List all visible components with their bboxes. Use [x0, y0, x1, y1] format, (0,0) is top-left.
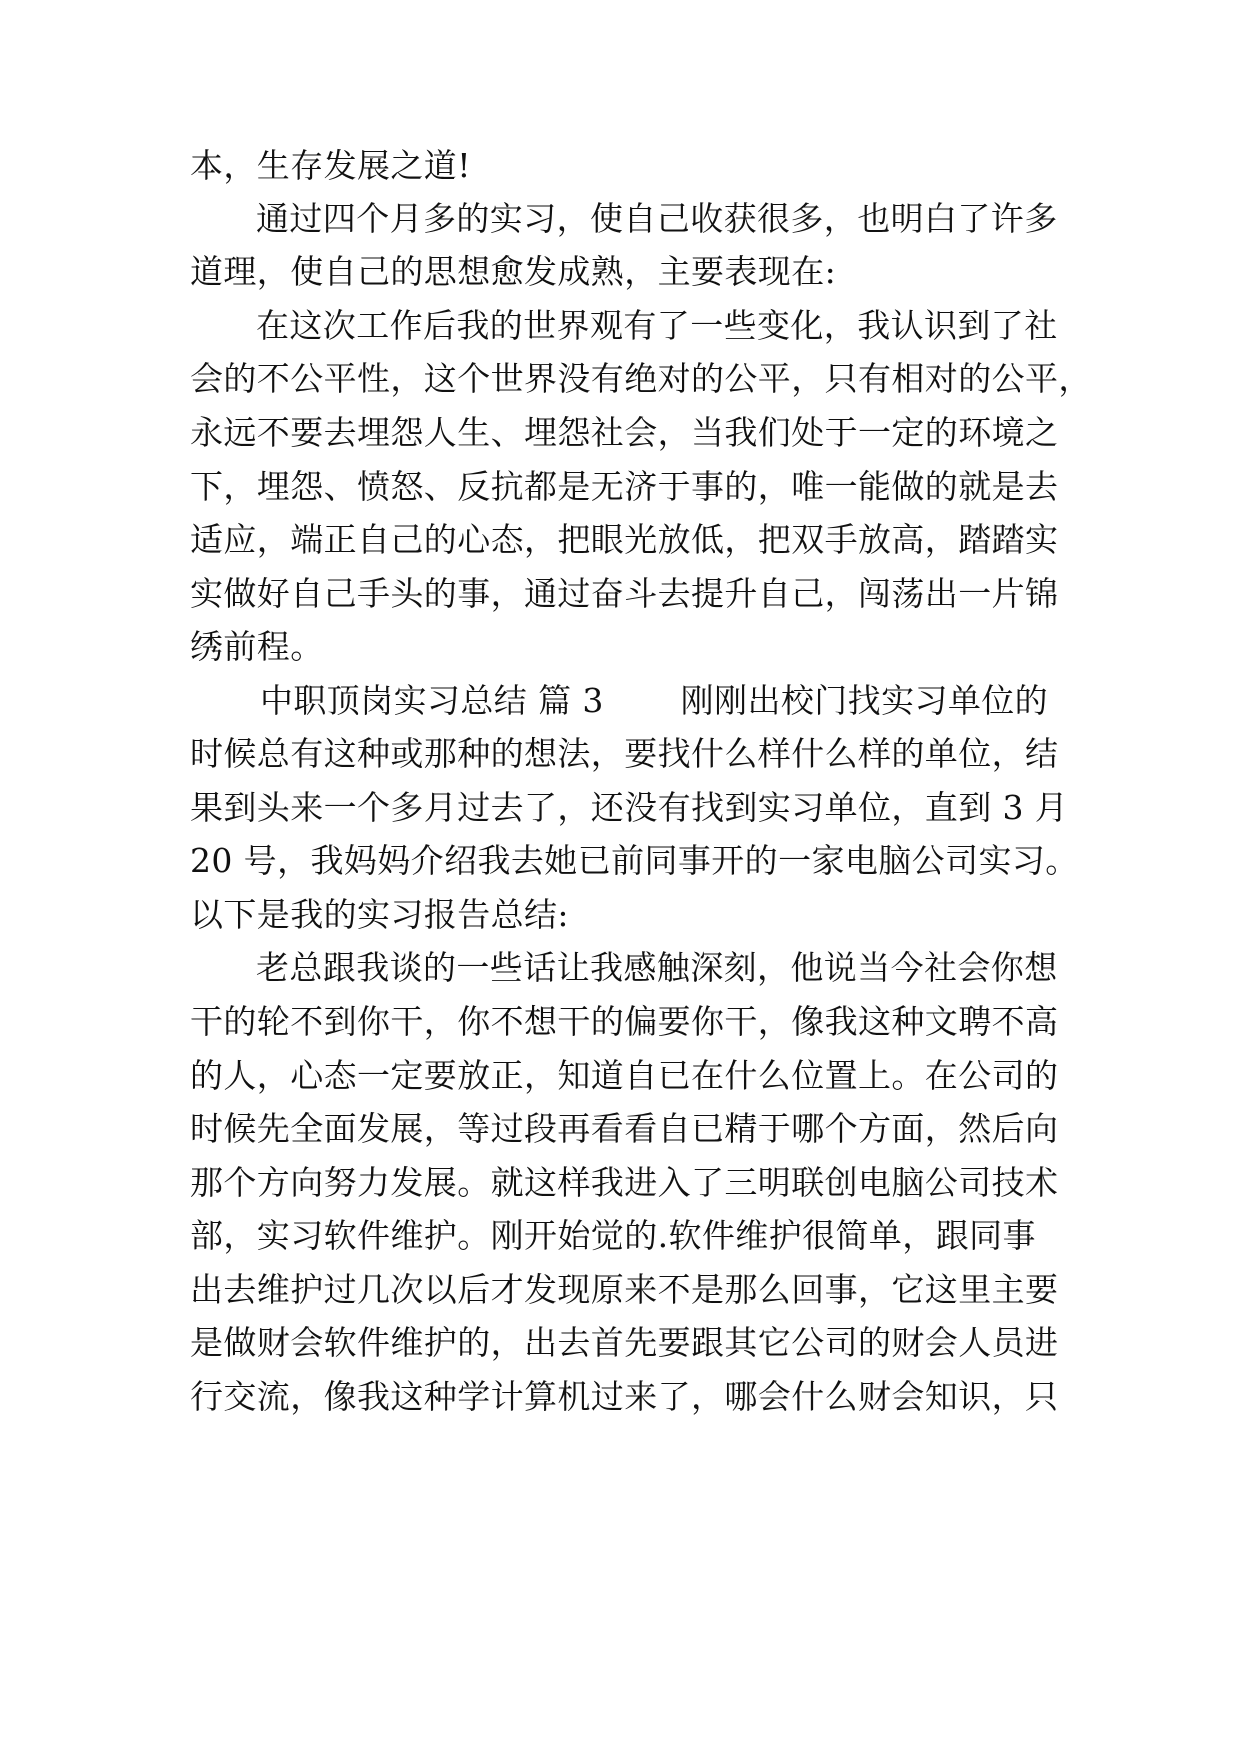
text-line-6: 永远不要去埋怨人生、埋怨社会，当我们处于一定的环境之	[190, 413, 1059, 452]
text-line-1: 本，生存发展之道!	[190, 146, 471, 185]
text-line-14: 20 号，我妈妈介绍我去她已前同事开的一家电脑公司实习。	[190, 841, 1079, 880]
text-line-3: 道理，使自己的思想愈发成熟，主要表现在:	[190, 252, 837, 291]
text-line-24: 行交流，像我这种学计算机过来了，哪会什么财会知识，只	[190, 1377, 1059, 1416]
text-line-4: 在这次工作后我的世界观有了一些变化，我认识到了社	[256, 306, 1058, 345]
text-line-8: 适应，端正自己的心态，把眼光放低，把双手放高，踏踏实	[190, 520, 1059, 559]
text-line-9: 实做好自己手头的事，通过奋斗去提升自己，闯荡出一片锦	[190, 574, 1059, 613]
text-line-10: 绣前程。	[190, 627, 324, 666]
section-heading-part: 篇 3	[538, 681, 604, 720]
text-line-17: 干的轮不到你干，你不想干的偏要你干，像我这种文聘不高	[190, 1002, 1059, 1041]
text-line-5: 会的不公平性，这个世界没有绝对的公平，只有相对的公平，	[190, 359, 1092, 398]
text-line-13: 果到头来一个多月过去了，还没有找到实习单位，直到 3 月	[190, 788, 1069, 827]
section-heading-title: 中职顶岗实习总结	[260, 681, 528, 720]
text-line-2: 通过四个月多的实习，使自己收获很多，也明白了许多	[256, 199, 1058, 238]
section-heading	[260, 681, 1140, 721]
text-line-12: 时候总有这种或那种的想法，要找什么样什么样的单位，结	[190, 734, 1059, 773]
text-line-22: 出去维护过几次以后才发现原来不是那么回事，它这里主要	[190, 1270, 1059, 1309]
text-line-20: 那个方向努力发展。就这样我进入了三明联创电脑公司技术	[190, 1163, 1059, 1202]
text-line-18: 的人，心态一定要放正，知道自已在什么位置上。在公司的	[190, 1056, 1059, 1095]
text-line-23: 是做财会软件维护的，出去首先要跟其它公司的财会人员进	[190, 1323, 1059, 1362]
text-line-19: 时候先全面发展，等过段再看看自已精于哪个方面，然后向	[190, 1109, 1059, 1148]
text-line-16: 老总跟我谈的一些话让我感触深刻，他说当今社会你想	[256, 948, 1058, 987]
text-line-21: 部，实习软件维护。刚开始觉的.软件维护很简单，跟同事	[190, 1216, 1036, 1255]
text-line-15: 以下是我的实习报告总结:	[190, 895, 569, 934]
section-heading-continuation: 刚刚出校门找实习单位的	[680, 681, 1049, 720]
text-line-7: 下，埋怨、愤怒、反抗都是无济于事的，唯一能做的就是去	[190, 467, 1059, 506]
